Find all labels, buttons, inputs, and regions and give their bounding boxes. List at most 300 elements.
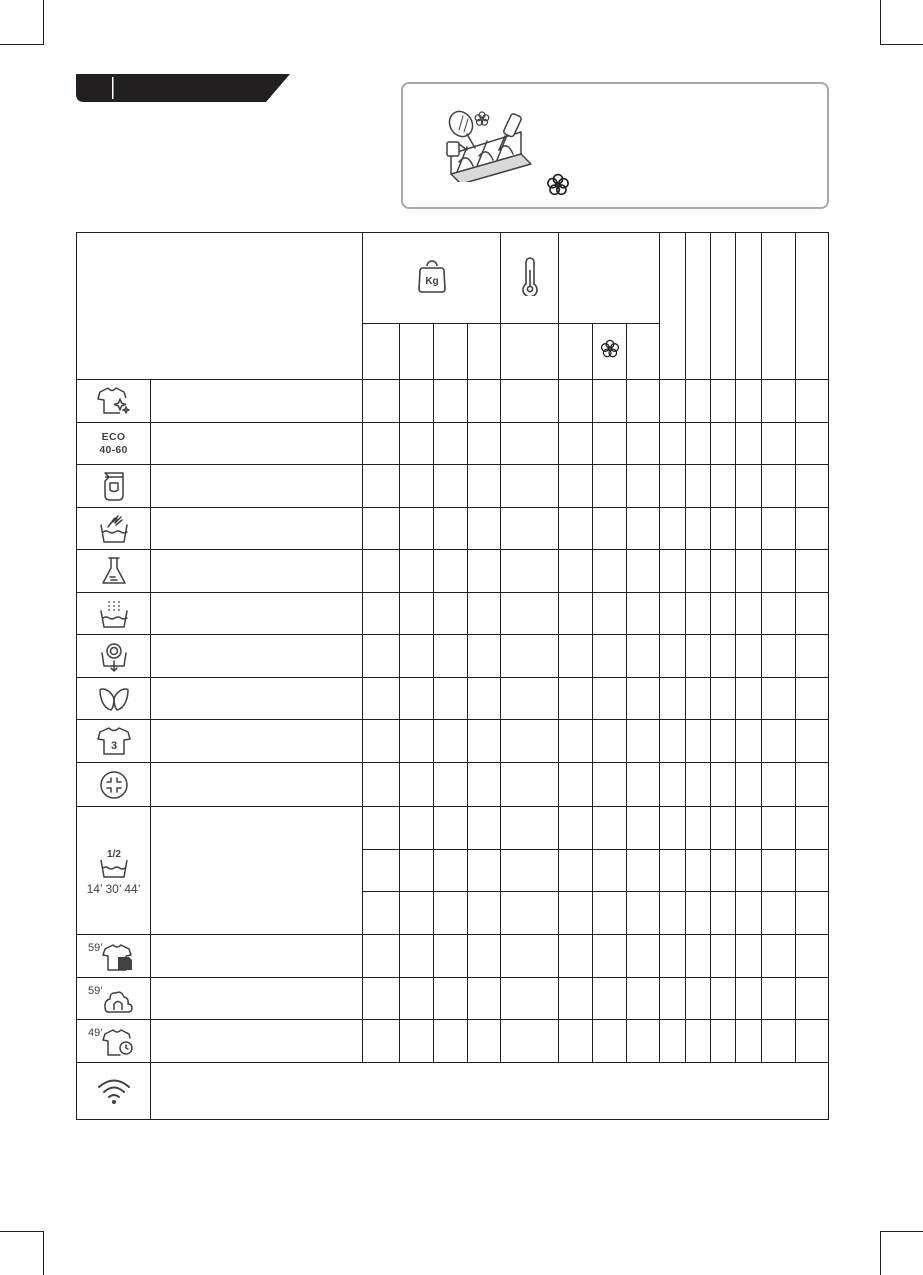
hand-wash-icon	[97, 513, 131, 545]
table-cell	[400, 635, 434, 678]
table-cell	[711, 635, 736, 678]
crop-mark	[880, 0, 881, 45]
program-row	[77, 978, 829, 1020]
table-cell	[468, 678, 501, 720]
table-cell	[711, 1020, 736, 1063]
table-cell	[501, 892, 559, 935]
program-icon-cell	[77, 465, 151, 508]
table-cell	[501, 465, 559, 508]
table-cell	[796, 763, 829, 807]
program-time: 49’	[87, 1027, 103, 1039]
shirt-timer-icon	[86, 1024, 142, 1058]
table-cell	[501, 423, 559, 465]
table-cell	[501, 935, 559, 978]
table-cell	[559, 465, 593, 508]
table-cell	[660, 892, 686, 935]
table-cell	[736, 763, 762, 807]
table-cell	[711, 850, 736, 892]
table-cell	[686, 593, 711, 635]
table-cell	[711, 935, 736, 978]
program-icon-cell	[77, 678, 151, 720]
load-header-cell	[363, 233, 501, 324]
crop-mark	[880, 44, 923, 45]
table-cell	[559, 892, 593, 935]
section-header-tab	[76, 74, 290, 102]
table-cell	[559, 763, 593, 807]
program-icon-cell	[77, 763, 151, 807]
table-cell	[660, 935, 686, 978]
table-cell	[686, 978, 711, 1020]
table-cell	[363, 935, 400, 978]
table-cell	[501, 763, 559, 807]
table-cell	[762, 1020, 796, 1063]
table-cell	[762, 550, 796, 593]
table-cell	[686, 635, 711, 678]
table-cell	[434, 508, 468, 550]
table-cell	[501, 380, 559, 423]
table-cell	[363, 508, 400, 550]
table-cell	[501, 850, 559, 892]
table-cell	[796, 550, 829, 593]
option-header-cell	[796, 233, 829, 380]
table-cell	[796, 465, 829, 508]
program-name-cell	[151, 978, 363, 1020]
table-cell	[559, 380, 593, 423]
table-cell	[363, 892, 400, 935]
table-cell	[796, 720, 829, 763]
cloud-shirt-icon	[86, 982, 142, 1016]
table-cell	[559, 423, 593, 465]
program-name-cell	[151, 1020, 363, 1063]
table-cell	[434, 465, 468, 508]
table-cell	[627, 850, 660, 892]
program-row	[77, 935, 829, 978]
program-row	[77, 465, 829, 508]
table-cell	[434, 593, 468, 635]
program-icon-cell	[77, 935, 151, 978]
table-cell	[468, 423, 501, 465]
table-cell	[363, 1020, 400, 1063]
table-cell	[468, 324, 501, 380]
table-cell	[559, 1020, 593, 1063]
table-cell	[762, 935, 796, 978]
eco-label-icon	[77, 431, 150, 457]
table-cell	[501, 720, 559, 763]
table-cell	[796, 635, 829, 678]
table-cell	[796, 892, 829, 935]
table-cell	[796, 978, 829, 1020]
table-cell	[796, 380, 829, 423]
table-cell	[796, 807, 829, 850]
table-cell	[501, 1020, 559, 1063]
table-cell	[736, 807, 762, 850]
program-time: 59’	[87, 942, 103, 954]
table-cell	[762, 593, 796, 635]
program-name-cell	[151, 807, 363, 935]
table-cell	[363, 593, 400, 635]
table-cell	[468, 978, 501, 1020]
table-cell	[686, 935, 711, 978]
table-cell	[434, 324, 468, 380]
program-row	[77, 635, 829, 678]
table-cell	[501, 978, 559, 1020]
table-cell	[627, 807, 660, 850]
table-cell	[736, 978, 762, 1020]
program-icon-cell	[77, 635, 151, 678]
table-cell	[400, 465, 434, 508]
table-cell	[593, 850, 627, 892]
table-cell	[363, 635, 400, 678]
softener-header-cell	[593, 324, 627, 380]
table-cell	[711, 763, 736, 807]
program-name-cell	[151, 465, 363, 508]
crop-mark	[0, 44, 44, 45]
table-cell	[660, 593, 686, 635]
table-cell	[593, 550, 627, 593]
program-time: 59’	[87, 984, 103, 997]
table-cell	[363, 423, 400, 465]
program-name-cell	[151, 550, 363, 593]
shirt-3-icon	[96, 725, 132, 757]
table-cell	[468, 763, 501, 807]
spin-drain-icon	[97, 639, 131, 673]
table-cell	[711, 720, 736, 763]
wifi-row	[77, 1063, 829, 1120]
table-cell	[627, 380, 660, 423]
table-cell	[434, 807, 468, 850]
table-cell	[501, 678, 559, 720]
program-row	[77, 720, 829, 763]
table-cell	[593, 593, 627, 635]
table-cell	[593, 380, 627, 423]
table-cell	[363, 807, 400, 850]
program-row	[77, 423, 829, 465]
table-cell	[400, 763, 434, 807]
crop-mark	[43, 0, 44, 45]
table-cell	[468, 892, 501, 935]
program-icon-cell	[77, 807, 151, 935]
table-cell	[627, 635, 660, 678]
table-cell	[363, 720, 400, 763]
detergent-header-cell	[559, 233, 660, 324]
table-cell	[501, 324, 559, 380]
table-cell	[593, 935, 627, 978]
table-cell	[736, 1020, 762, 1063]
table-cell	[762, 850, 796, 892]
table-cell	[627, 935, 660, 978]
crop-mark	[43, 1231, 44, 1275]
temperature-header-cell	[501, 233, 559, 324]
table-cell	[363, 763, 400, 807]
table-cell	[627, 678, 660, 720]
table-cell	[593, 763, 627, 807]
table-cell	[796, 508, 829, 550]
program-header-cell	[77, 233, 363, 380]
table-cell	[468, 593, 501, 635]
table-cell	[660, 635, 686, 678]
table-cell	[363, 465, 400, 508]
table-cell	[468, 807, 501, 850]
table-cell	[400, 720, 434, 763]
table-cell	[711, 465, 736, 508]
program-row	[77, 1020, 829, 1063]
table-cell	[559, 678, 593, 720]
table-cell	[501, 508, 559, 550]
table-cell	[796, 593, 829, 635]
table-cell	[468, 508, 501, 550]
table-cell	[468, 1020, 501, 1063]
softener-flower-icon	[545, 172, 571, 198]
table-cell	[363, 380, 400, 423]
callout-box	[401, 82, 829, 209]
table-cell	[559, 593, 593, 635]
table-cell	[736, 850, 762, 892]
table-cell	[363, 678, 400, 720]
table-cell	[796, 850, 829, 892]
table-cell	[660, 423, 686, 465]
table-cell	[736, 593, 762, 635]
table-cell	[686, 892, 711, 935]
table-cell	[686, 465, 711, 508]
table-cell	[363, 324, 400, 380]
table-cell	[686, 380, 711, 423]
table-cell	[559, 324, 593, 380]
table-cell	[468, 935, 501, 978]
program-name-cell	[151, 763, 363, 807]
program-icon-cell	[77, 978, 151, 1020]
program-icon-cell	[77, 380, 151, 423]
program-name-cell	[151, 508, 363, 550]
table-cell	[736, 678, 762, 720]
program-table	[76, 232, 829, 1120]
table-cell	[627, 720, 660, 763]
table-cell	[736, 550, 762, 593]
table-cell	[796, 678, 829, 720]
table-cell	[686, 850, 711, 892]
table-cell	[762, 380, 796, 423]
table-cell	[627, 593, 660, 635]
program-row	[77, 807, 829, 850]
table-cell	[400, 978, 434, 1020]
eco-label-line1: ECO	[101, 430, 126, 443]
table-cell	[434, 935, 468, 978]
table-cell	[660, 380, 686, 423]
quick-wash-times: 14’ 30’ 44’	[86, 881, 141, 896]
table-cell	[400, 935, 434, 978]
table-cell	[468, 720, 501, 763]
table-cell	[400, 550, 434, 593]
table-cell	[736, 508, 762, 550]
shirt-sparkle-icon	[96, 385, 132, 417]
table-cell	[736, 635, 762, 678]
table-cell	[762, 678, 796, 720]
table-cell	[559, 635, 593, 678]
table-cell	[593, 678, 627, 720]
program-row	[77, 593, 829, 635]
half-load-label: 1/2	[106, 848, 121, 860]
table-cell	[686, 1020, 711, 1063]
table-cell	[711, 508, 736, 550]
half-load-quick-icon	[96, 846, 132, 880]
table-cell	[736, 935, 762, 978]
table-cell	[660, 978, 686, 1020]
wifi-icon	[96, 1076, 132, 1106]
program-icon-cell	[77, 593, 151, 635]
program-name-cell	[151, 593, 363, 635]
program-name-cell	[151, 720, 363, 763]
kg-label: Kg	[424, 275, 439, 287]
table-cell	[434, 763, 468, 807]
table-cell	[627, 1020, 660, 1063]
option-header-cell	[736, 233, 762, 380]
table-cell	[363, 550, 400, 593]
program-icon-cell	[77, 550, 151, 593]
table-cell	[711, 678, 736, 720]
program-name-cell	[151, 423, 363, 465]
table-cell	[468, 635, 501, 678]
table-cell	[501, 550, 559, 593]
table-cell	[593, 892, 627, 935]
table-cell	[559, 508, 593, 550]
table-cell	[434, 850, 468, 892]
option-header-cell	[711, 233, 736, 380]
table-cell	[434, 423, 468, 465]
table-cell	[400, 1020, 434, 1063]
table-cell	[796, 1020, 829, 1063]
option-header-cell	[762, 233, 796, 380]
program-row	[77, 678, 829, 720]
table-cell	[660, 678, 686, 720]
table-cell	[762, 635, 796, 678]
table-cell	[593, 1020, 627, 1063]
eco-label-line2: 40-60	[99, 443, 128, 456]
table-cell	[559, 978, 593, 1020]
crop-mark	[880, 1231, 923, 1232]
table-cell	[593, 423, 627, 465]
softener-flower-icon	[599, 338, 621, 360]
thermometer-icon	[519, 256, 541, 296]
table-cell	[711, 550, 736, 593]
table-cell	[686, 423, 711, 465]
program-row	[77, 550, 829, 593]
table-cell	[711, 593, 736, 635]
table-cell	[593, 807, 627, 850]
table-cell	[762, 763, 796, 807]
table-cell	[363, 978, 400, 1020]
shirt-dark-icon	[86, 939, 142, 973]
table-cell	[660, 465, 686, 508]
table-cell	[660, 807, 686, 850]
table-cell	[686, 678, 711, 720]
table-cell	[711, 807, 736, 850]
program-name-cell	[151, 635, 363, 678]
table-cell	[736, 465, 762, 508]
table-cell	[434, 1020, 468, 1063]
table-cell	[762, 892, 796, 935]
table-cell	[559, 550, 593, 593]
table-cell	[627, 550, 660, 593]
table-cell	[400, 593, 434, 635]
table-cell	[711, 892, 736, 935]
table-cell	[434, 978, 468, 1020]
table-cell	[660, 720, 686, 763]
table-cell	[762, 807, 796, 850]
table-cell	[736, 380, 762, 423]
table-cell	[593, 978, 627, 1020]
program-name-cell	[151, 678, 363, 720]
table-cell	[660, 550, 686, 593]
program-row	[77, 508, 829, 550]
table-cell	[468, 465, 501, 508]
table-cell	[660, 850, 686, 892]
table-cell	[627, 423, 660, 465]
table-cell	[736, 892, 762, 935]
table-cell	[400, 678, 434, 720]
table-cell	[762, 423, 796, 465]
table-cell	[501, 635, 559, 678]
table-cell	[501, 807, 559, 850]
table-cell	[686, 508, 711, 550]
table-cell	[627, 763, 660, 807]
program-name-cell	[151, 380, 363, 423]
table-cell	[400, 423, 434, 465]
table-cell	[711, 978, 736, 1020]
table-cell	[660, 763, 686, 807]
table-cell	[400, 324, 434, 380]
table-cell	[627, 978, 660, 1020]
program-icon-cell	[77, 1063, 151, 1120]
table-cell	[363, 850, 400, 892]
table-cell	[762, 978, 796, 1020]
table-cell	[559, 720, 593, 763]
program-icon-cell	[77, 423, 151, 465]
program-row	[77, 763, 829, 807]
table-cell	[559, 807, 593, 850]
table-cell	[593, 465, 627, 508]
wifi-description-cell	[151, 1063, 829, 1120]
table-cell	[762, 465, 796, 508]
table-cell	[796, 935, 829, 978]
table-cell	[400, 807, 434, 850]
flask-icon	[99, 555, 129, 587]
table-cell	[627, 508, 660, 550]
program-icon-cell	[77, 508, 151, 550]
table-cell	[434, 550, 468, 593]
table-cell	[711, 380, 736, 423]
rinse-drops-icon	[97, 598, 131, 630]
table-cell	[501, 593, 559, 635]
table-cell	[627, 892, 660, 935]
table-cell	[796, 423, 829, 465]
table-cell	[736, 423, 762, 465]
table-cell	[593, 720, 627, 763]
table-cell	[434, 635, 468, 678]
table-cell	[400, 892, 434, 935]
table-cell	[686, 763, 711, 807]
weight-kg-icon	[417, 258, 447, 294]
program-icon-cell	[77, 1020, 151, 1063]
table-cell	[434, 678, 468, 720]
table-cell	[593, 508, 627, 550]
table-cell	[762, 720, 796, 763]
compress-circle-icon	[98, 769, 130, 801]
table-cell	[686, 550, 711, 593]
table-cell	[593, 635, 627, 678]
table-cell	[434, 892, 468, 935]
leaf-butterfly-icon	[97, 684, 131, 714]
table-cell	[627, 465, 660, 508]
table-cell	[468, 380, 501, 423]
